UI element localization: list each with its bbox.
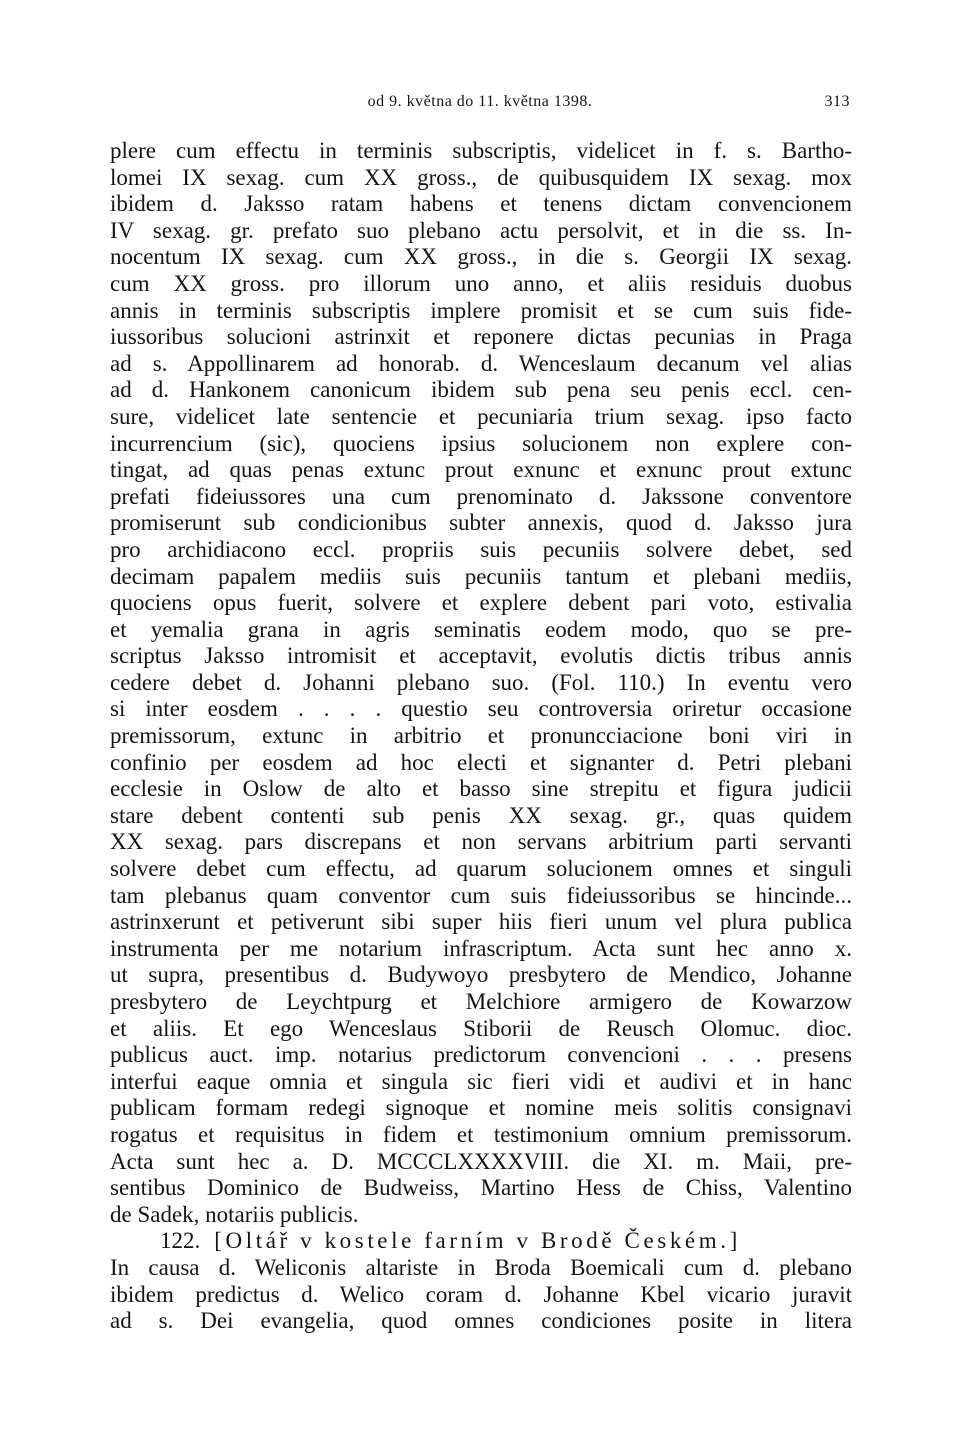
text-line: astrinxerunt et petiverunt sibi super hiis fieri unum vel plura publica (110, 909, 852, 935)
text-line: IV sexag. gr. prefato suo plebano actu persolvit, et in die ss. In- (110, 217, 852, 243)
text-line: presbytero de Leychtpurg et Melchiore armigero de Kowarzow (110, 989, 852, 1014)
text-line: cum XX gross. pro illorum uno anno, et aliis residuis duobus (110, 270, 852, 296)
running-title: od 9. května do 11. května 1398. (367, 93, 593, 110)
text-line: scriptus Jaksso intromisit et acceptavit, evolutis dictis tribus annis (110, 643, 852, 669)
text-line: XX sexag. pars discrepans et non servans arbitrium parti servanti (110, 829, 852, 855)
text-line: ad s. Dei evangelia, quod omnes condiciones posite in litera (110, 1308, 852, 1334)
text-line: decimam papalem mediis suis pecuniis tantum et plebani mediis, (110, 563, 852, 589)
text-line: si inter eosdem . . . . questio seu controversia oriretur occasione (110, 696, 852, 722)
text-line: ut supra, presentibus d. Budywoyo presbytero de Mendico, Johanne (110, 962, 852, 988)
text-line: publicam formam redegi signoque et nomine meis solitis consignavi (110, 1095, 852, 1121)
text-line: sentibus Dominico de Budweiss, Martino Hess de Chiss, Valentino (110, 1175, 852, 1201)
text-line: ad d. Hankonem canonicum ibidem sub pena seu penis eccl. cen- (110, 377, 852, 403)
text-line: promiserunt sub condicionibus subter annexis, quod d. Jaksso jura (110, 510, 852, 536)
text-line: confinio per eosdem ad hoc electi et signanter d. Petri plebani (110, 749, 852, 775)
text-line: publicus auct. imp. notarius predictorum convencioni . . . presens (110, 1042, 852, 1068)
text-line: ecclesie in Oslow de alto et basso sine strepitu et figura judicii (110, 776, 852, 802)
text-line: tam plebanus quam conventor cum suis fideiussoribus se hincinde... (110, 882, 852, 908)
text-line: annis in terminis subscriptis implere promisit et se cum suis fide- (110, 297, 852, 323)
text-line: ad s. Appollinarem ad honorab. d. Wenceslaum decanum vel alias (110, 350, 852, 376)
text-line: iussoribus solucioni astrinxit et reponere dictas pecunias in Praga (110, 324, 852, 350)
text-line: interfui eaque omnia et singula sic fieri vidi et audivi et in hanc (110, 1068, 852, 1094)
text-line: et yemalia grana in agris seminatis eodem modo, quo se pre- (110, 616, 852, 642)
text-line: quociens opus fuerit, solvere et explere debent pari voto, estivalia (110, 590, 852, 616)
text-line: incurrencium (sic), quociens ipsius solucionem non explere con- (110, 430, 852, 456)
section-number: 122. (160, 1228, 201, 1254)
section-heading-line (110, 1228, 852, 1255)
text-line: premissorum, extunc in arbitrio et pronuncciacione boni viri in (110, 723, 852, 749)
text-line: nocentum IX sexag. cum XX gross., in die s. Georgii IX sexag. (110, 244, 852, 270)
text-line: plere cum effectu in terminis subscriptis, videlicet in f. s. Bartho- (110, 138, 852, 163)
page-header (110, 88, 850, 116)
section-heading: [Oltář v kostele farním v Brodě Českém.] (214, 1228, 741, 1254)
text-line: ibidem predictus d. Welico coram d. Johanne Kbel vicario juravit (110, 1281, 852, 1307)
text-line: Acta sunt hec a. D. MCCCLXXXXVIII. die XI. m. Maii, pre- (110, 1148, 852, 1174)
text-line: et aliis. Et ego Wenceslaus Stiborii de Reusch Olomuc. dioc. (110, 1015, 852, 1041)
text-line: ibidem d. Jaksso ratam habens et tenens dictam convencionem (110, 191, 852, 217)
body-text (110, 138, 852, 1335)
page-number: 313 (824, 93, 850, 110)
text-line: In causa d. Weliconis altariste in Broda Boemicali cum d. plebano (110, 1254, 852, 1280)
text-line: cedere debet d. Johanni plebano suo. (Fol. 110.) In eventu vero (110, 669, 852, 695)
text-line: tingat, ad quas penas extunc prout exnunc et exnunc prout extunc (110, 457, 852, 483)
text-line: rogatus et requisitus in fidem et testimonium omnium premissorum. (110, 1121, 852, 1147)
text-line: solvere debet cum effectu, ad quarum solucionem omnes et singuli (110, 856, 852, 882)
text-line: stare debent contenti sub penis XX sexag. gr., quas quidem (110, 802, 852, 828)
text-line: sure, videlicet late sentencie et pecuniaria trium sexag. ipso facto (110, 403, 852, 429)
text-line: lomei IX sexag. cum XX gross., de quibusquidem IX sexag. mox (110, 164, 852, 190)
text-line: de Sadek, notariis publicis. (110, 1201, 359, 1227)
text-line: prefati fideiussores una cum prenominato d. Jakssone conventore (110, 483, 852, 509)
text-line: pro archidiacono eccl. propriis suis pecuniis solvere debet, sed (110, 536, 852, 562)
text-line: instrumenta per me notarium infrascriptum. Acta sunt hec anno x. (110, 935, 852, 961)
